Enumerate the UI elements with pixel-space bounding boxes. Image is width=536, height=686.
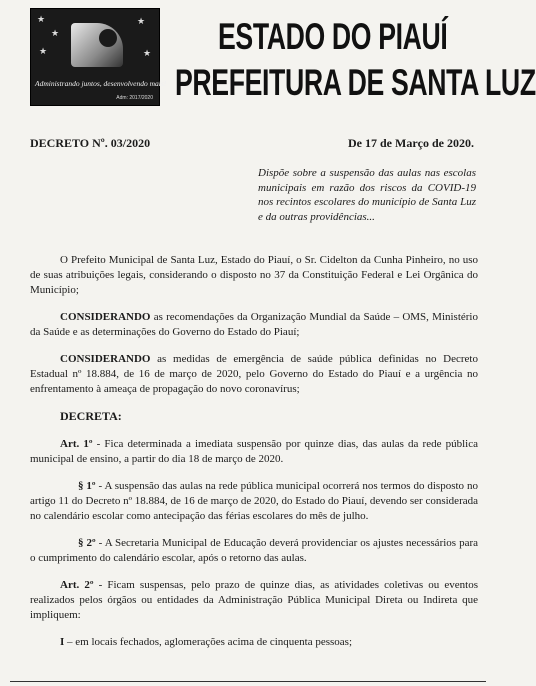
decree-body xyxy=(30,253,478,650)
emblem-circle xyxy=(99,29,117,47)
logo-motto: Administrando juntos, desenvolvendo mais! xyxy=(35,79,167,88)
star-icon: ★ xyxy=(51,28,60,38)
star-icon: ★ xyxy=(137,16,146,26)
paragraph-label: § 2º xyxy=(78,537,96,549)
preamble: O Prefeito Municipal de Santa Luz, Estado do Piauí, o Sr. Cidelton da Cunha Pinheiro, no uso de suas atribuições legais, considerando o disposto no 37 da Constituição Federal e Lei Orgânica do Município; xyxy=(30,254,478,296)
paragraph-label: § 1º xyxy=(78,480,96,492)
item-label: I xyxy=(60,636,65,648)
considering-label: CONSIDERANDO xyxy=(60,353,151,365)
state-title: ESTADO DO PIAUÍ xyxy=(218,16,448,57)
decree-number: DECRETO Nº. 03/2020 xyxy=(30,136,151,150)
article-label: Art. 1º xyxy=(60,438,93,450)
city-hall-title: PREFEITURA DE SANTA LUZ xyxy=(175,62,536,103)
decree-summary: Dispõe sobre a suspensão das aulas nas escolas municipais em razão dos riscos da COVID-19 nos recintos escolares do município de Santa Luz e da outras providências... xyxy=(258,167,476,223)
article-2: Art. 2º - Ficam suspensas, pelo prazo de quinze dias, as atividades coletivas ou eventos realizados pelos órgãos ou entidades da Administração Pública Municipal Direta ou Indireta que impliquem: xyxy=(30,579,478,621)
considering-label: CONSIDERANDO xyxy=(60,311,151,323)
coat-of-arms-emblem-icon xyxy=(71,23,123,67)
considering-2: CONSIDERANDO as medidas de emergência de saúde pública definidas no Decreto Estadual nº 18.884, de 16 de março de 2020, pelo Governo do Estado do Piauí e a urgência no enfrentamento à ameaça de propagação do novo coronavírus; xyxy=(30,353,478,395)
star-icon: ★ xyxy=(37,14,46,24)
star-icon: ★ xyxy=(39,46,48,56)
article-label: Art. 2º xyxy=(60,579,94,591)
paragraph-1: § 1º - A suspensão das aulas na rede pública municipal ocorrerá nos termos do disposto no artigo 11 do Decreto nº 18.884, de 16 de março de 2020, do Estado do Piauí, devendo ser considerada no calendário escolar como antecipação das férias escolares do mês de julho. xyxy=(30,480,478,522)
bottom-rule xyxy=(10,681,486,682)
article-1: Art. 1º - Fica determinada a imediata suspensão por quinze dias, das aulas da rede pública municipal de ensino, a partir do dia 18 de março de 2020. xyxy=(30,438,478,465)
municipal-logo xyxy=(30,8,167,106)
star-icon: ★ xyxy=(143,48,152,58)
decree-date: De 17 de Março de 2020. xyxy=(348,136,474,150)
logo-administration-ref: Adm: 2017/2020 xyxy=(116,95,153,101)
considering-1: CONSIDERANDO as recomendações da Organização Mundial da Saúde – OMS, Ministério da Saúde e as determinações do Governo do Estado do Piauí; xyxy=(30,311,478,338)
item-1: I – em locais fechados, aglomerações acima de cinquenta pessoas; xyxy=(60,636,352,648)
decreta-heading: DECRETA: xyxy=(60,409,122,423)
paragraph-2: § 2º - A Secretaria Municipal de Educação deverá providenciar os ajustes necessários para o cumprimento do calendário escolar, após o retorno das aulas. xyxy=(30,537,478,564)
